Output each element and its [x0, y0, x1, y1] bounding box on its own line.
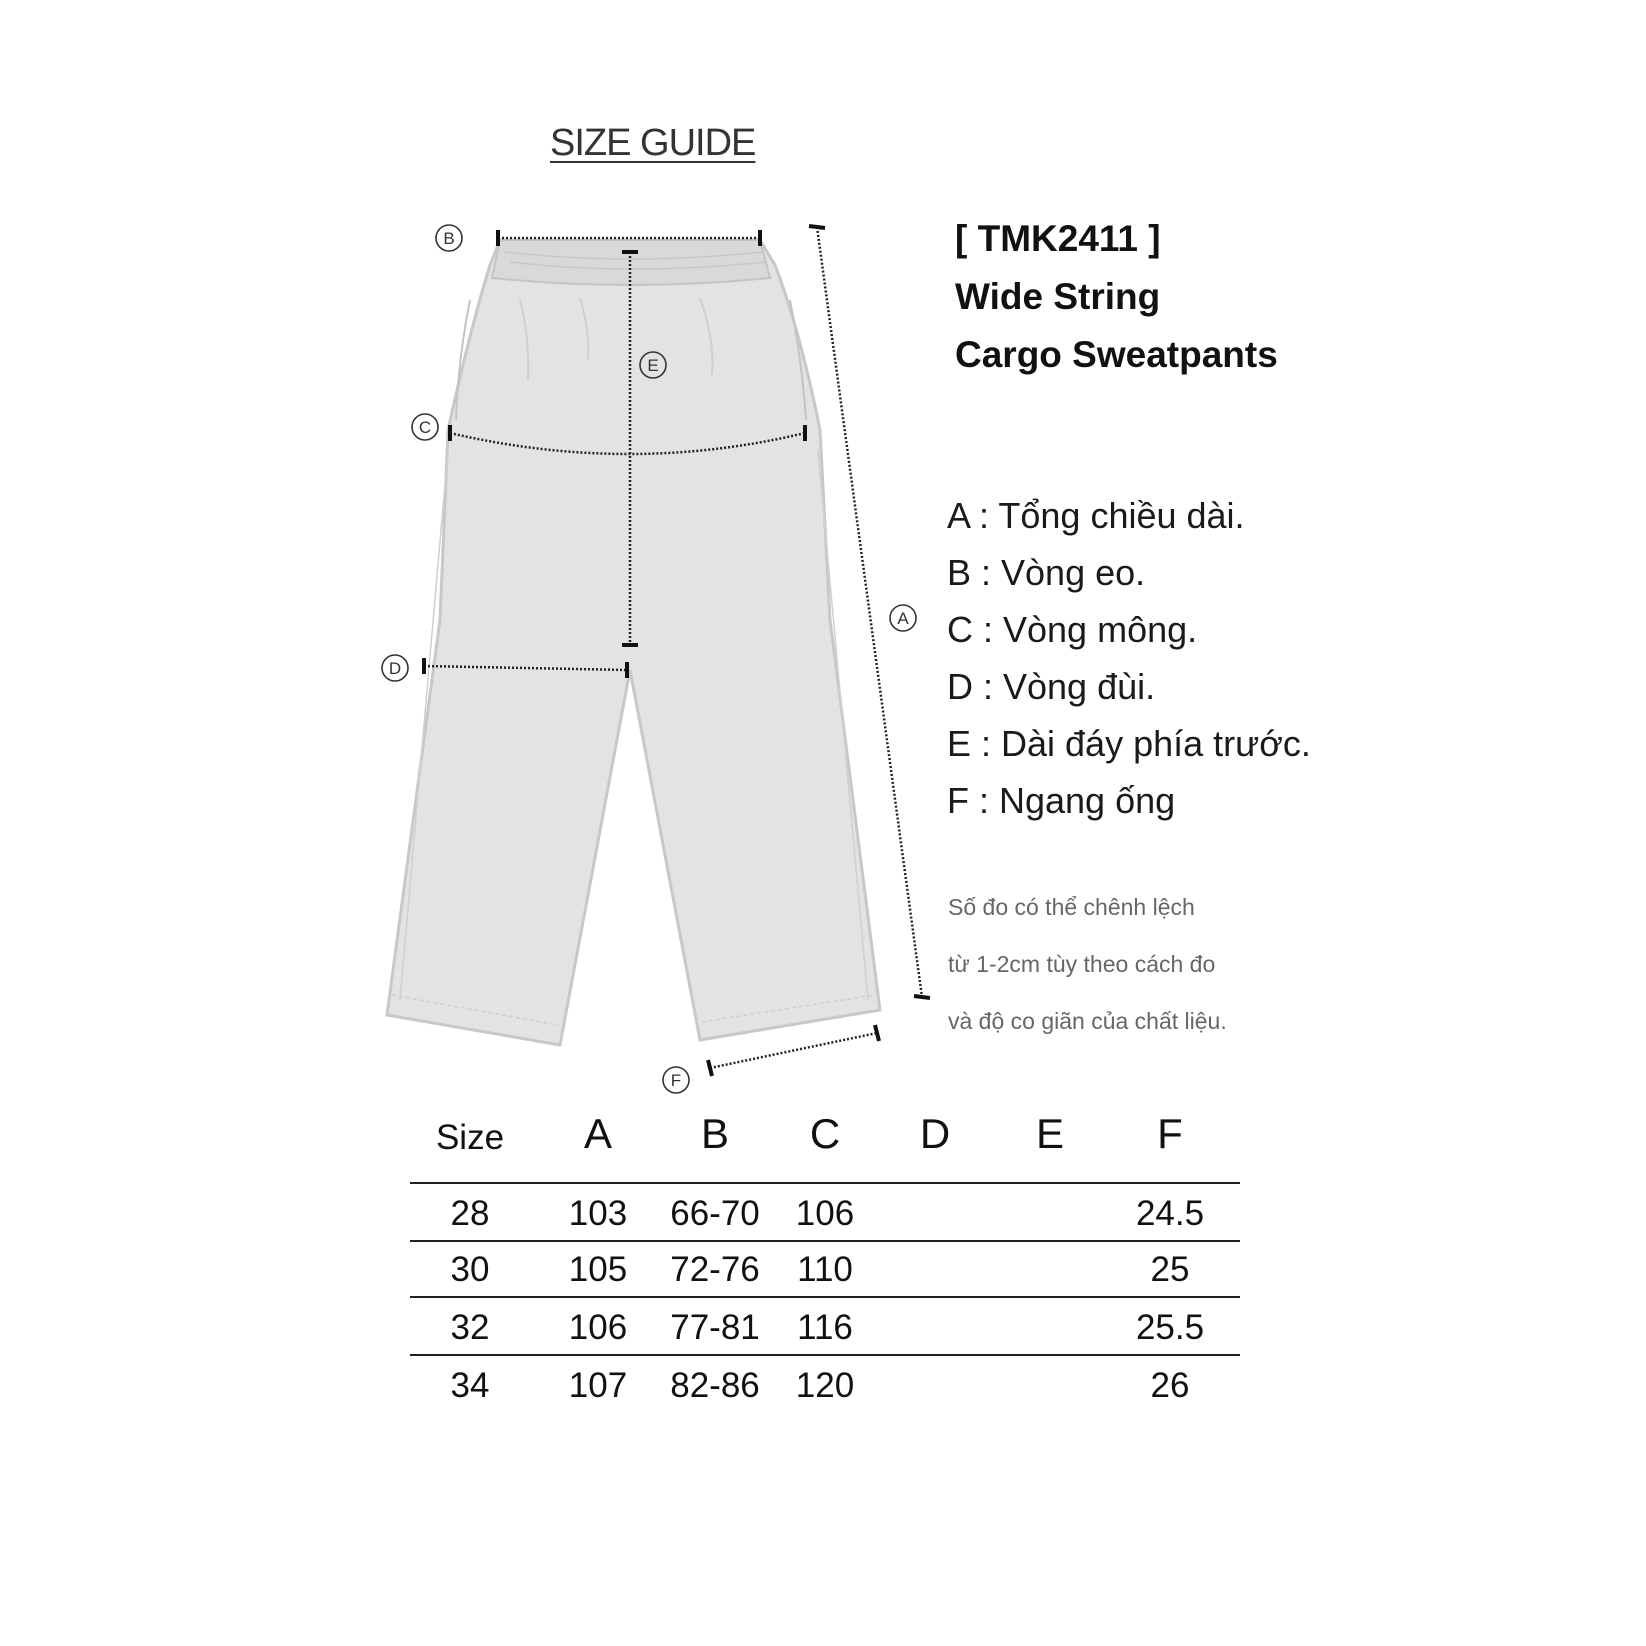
cell-size: 32	[450, 1308, 490, 1347]
cell-f: 24.5	[1135, 1194, 1205, 1233]
note-line-3: và độ co giãn của chất liệu.	[948, 1008, 1227, 1034]
cell-c: 120	[795, 1366, 855, 1405]
table-row	[410, 1366, 1240, 1422]
marker-f-label: F	[670, 1071, 682, 1090]
note-line-1: Số đo có thể chênh lệch	[948, 894, 1195, 920]
cell-a: 105	[568, 1250, 628, 1289]
table-rule	[410, 1296, 1240, 1298]
cell-c: 106	[795, 1194, 855, 1233]
cell-b: 72-76	[670, 1250, 760, 1289]
header-a: A	[583, 1110, 612, 1157]
page-title: SIZE GUIDE	[550, 122, 756, 164]
cell-size: 30	[450, 1250, 490, 1289]
cell-a: 107	[568, 1366, 628, 1405]
marker-d-label: D	[388, 659, 402, 678]
marker-b-label: B	[443, 229, 455, 248]
header-c: C	[809, 1110, 841, 1157]
cell-size: 34	[450, 1366, 490, 1405]
cell-size: 28	[450, 1194, 490, 1233]
note-line-2: từ 1-2cm tùy theo cách đo	[948, 951, 1216, 977]
cell-c: 116	[797, 1308, 853, 1347]
header-b: B	[700, 1110, 729, 1157]
legend-item-a: A : Tổng chiều dài.	[947, 495, 1245, 536]
header-f: F	[1157, 1110, 1183, 1157]
marker-c-label: C	[418, 418, 432, 437]
header-size: Size	[435, 1118, 505, 1157]
cell-b: 66-70	[670, 1194, 760, 1233]
marker-a-label: A	[897, 609, 909, 628]
product-code: [ TMK2411 ]	[955, 218, 1161, 259]
cell-f: 26	[1150, 1366, 1190, 1405]
product-name-line-1: Wide String	[955, 276, 1161, 317]
cell-a: 103	[568, 1194, 628, 1233]
cell-c: 110	[797, 1250, 853, 1289]
legend-item-b: B : Vòng eo.	[947, 552, 1146, 593]
table-header-row	[410, 1110, 1240, 1180]
table-rule	[410, 1240, 1240, 1242]
product-name-line-2: Cargo Sweatpants	[955, 334, 1278, 375]
table-rule	[410, 1354, 1240, 1356]
legend-item-e: E : Dài đáy phía trước.	[947, 723, 1311, 764]
table-rule	[410, 1182, 1240, 1184]
legend-item-f: F : Ngang ống	[947, 780, 1176, 821]
cell-b: 77-81	[670, 1308, 760, 1347]
marker-e-label: E	[647, 356, 659, 375]
cell-f: 25.5	[1135, 1308, 1205, 1347]
measure-line-f	[710, 1033, 877, 1068]
header-e: E	[1035, 1110, 1064, 1157]
cell-f: 25	[1150, 1250, 1190, 1289]
waistband	[492, 240, 770, 285]
legend-item-c: C : Vòng mông.	[947, 609, 1198, 650]
cell-a: 106	[568, 1308, 628, 1347]
cell-b: 82-86	[670, 1366, 760, 1405]
legend-item-d: D : Vòng đùi.	[947, 666, 1156, 707]
header-d: D	[919, 1110, 951, 1157]
